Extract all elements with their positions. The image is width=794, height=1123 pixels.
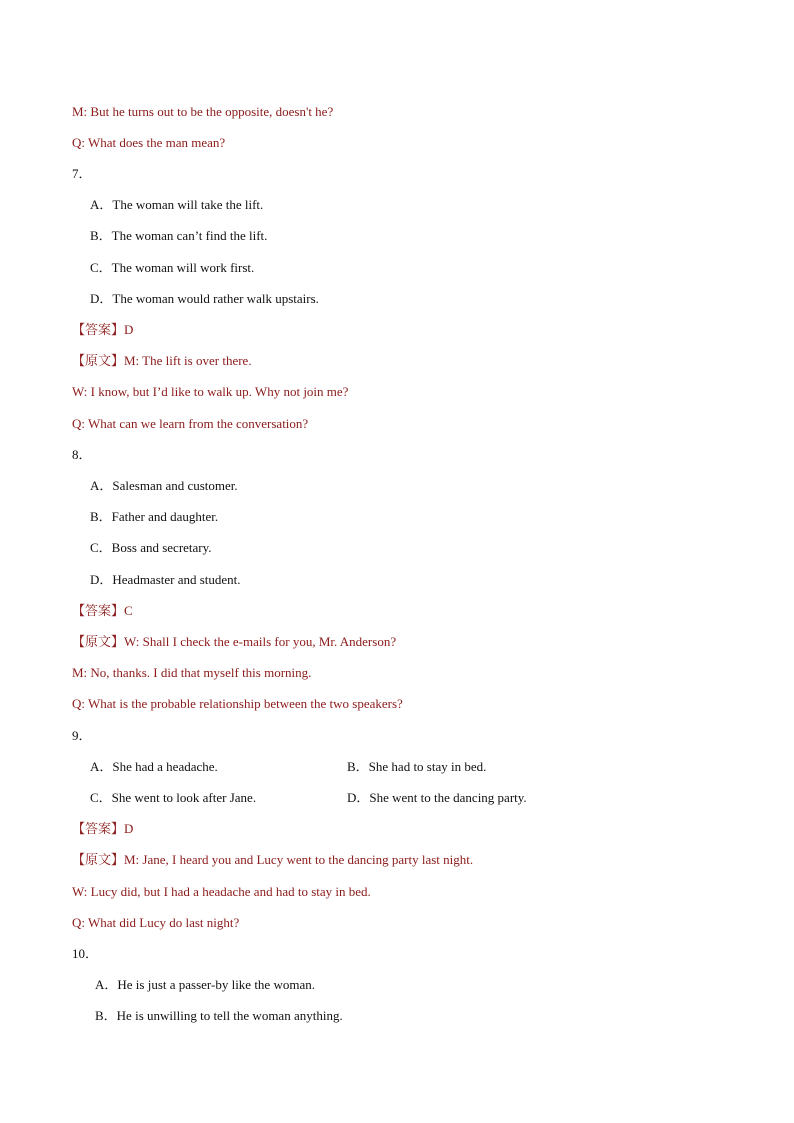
transcript-9-line-2: W: Lucy did, but I had a headache and had to stay in bed.	[72, 884, 371, 899]
option-7a: A．The woman will take the lift.	[90, 197, 264, 212]
transcript-9-question: Q: What did Lucy do last night?	[72, 915, 240, 930]
option-9b: B．She had to stay in bed.	[347, 759, 487, 774]
transcript-question: Q: What does the man mean?	[72, 135, 226, 150]
option-9a: A．She had a headache.	[90, 759, 218, 774]
option-10a: A．He is just a passer-by like the woman.	[95, 977, 315, 992]
option-9d: D．She went to the dancing party.	[347, 790, 527, 805]
transcript-7-line-1: 【原文】M: The lift is over there.	[72, 353, 252, 368]
question-number-10: 10．	[72, 946, 99, 961]
question-number-9: 9．	[72, 728, 92, 743]
option-8d: D．Headmaster and student.	[90, 572, 241, 587]
transcript-8-question: Q: What is the probable relationship between the two speakers?	[72, 696, 403, 711]
option-8b: B．Father and daughter.	[90, 509, 219, 524]
option-8a: A．Salesman and customer.	[90, 478, 238, 493]
transcript-line: M: But he turns out to be the opposite, doesn't he?	[72, 104, 334, 119]
option-7d: D．The woman would rather walk upstairs.	[90, 291, 319, 306]
option-9c: C．She went to look after Jane.	[90, 790, 257, 805]
transcript-7-line-2: W: I know, but I’d like to walk up. Why not join me?	[72, 384, 349, 399]
answer-8: 【答案】C	[72, 603, 133, 618]
transcript-9-line-1: 【原文】M: Jane, I heard you and Lucy went to the dancing party last night.	[72, 852, 474, 867]
transcript-8-line-1: 【原文】W: Shall I check the e-mails for you, Mr. Anderson?	[72, 634, 397, 649]
answer-7: 【答案】D	[72, 322, 134, 337]
question-number-7: 7．	[72, 166, 92, 181]
transcript-7-question: Q: What can we learn from the conversation?	[72, 416, 309, 431]
option-8c: C．Boss and secretary.	[90, 540, 212, 555]
question-number-8: 8．	[72, 447, 92, 462]
transcript-8-line-2: M: No, thanks. I did that myself this morning.	[72, 665, 312, 680]
option-7c: C．The woman will work first.	[90, 260, 255, 275]
answer-9: 【答案】D	[72, 821, 134, 836]
option-7b: B．The woman can’t find the lift.	[90, 228, 268, 243]
option-10b: B．He is unwilling to tell the woman anything.	[95, 1008, 343, 1023]
